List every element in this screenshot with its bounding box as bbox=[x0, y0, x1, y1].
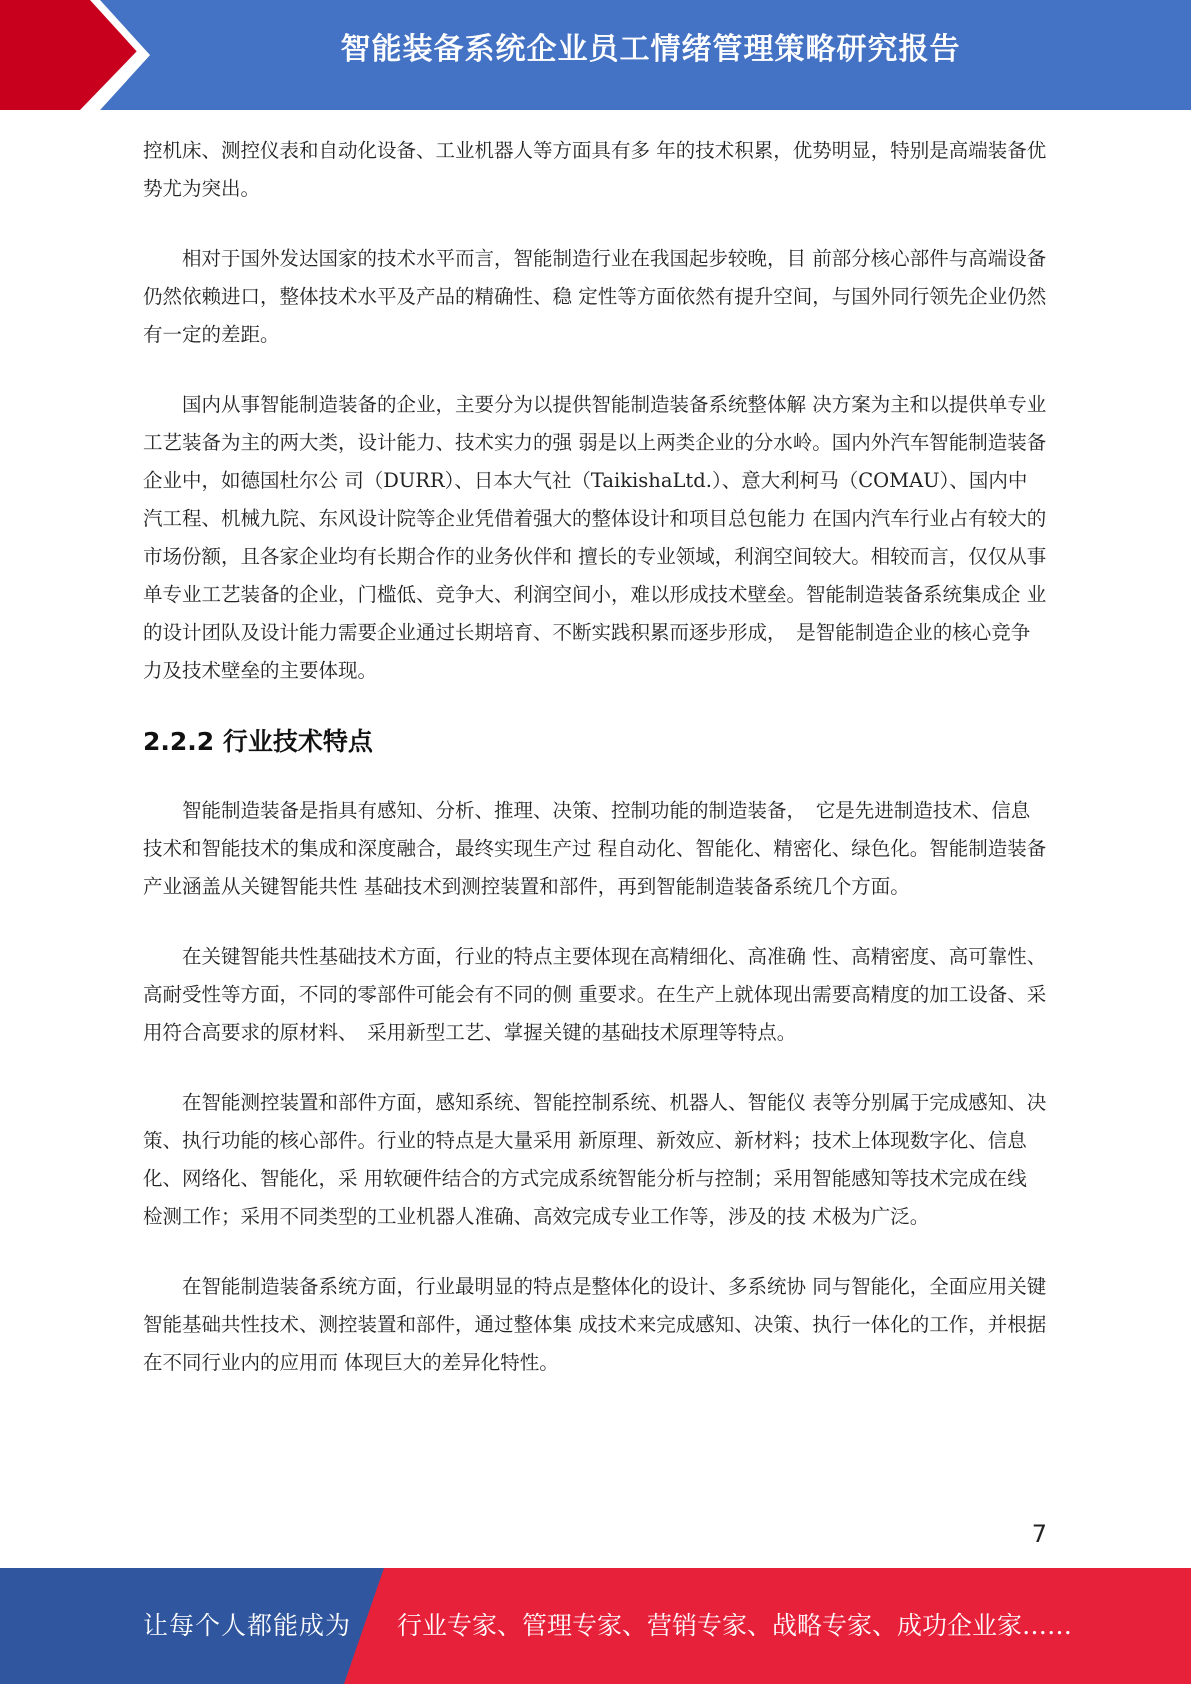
footer-slogan-right: 行业专家、管理专家、营销专家、战略专家、成功企业家…… bbox=[397, 1611, 1073, 1640]
page-footer bbox=[0, 1568, 1191, 1684]
page-header bbox=[0, 0, 1191, 110]
paragraph-continuation: 控机床、测控仪表和自动化设备、工业机器人等方面具有多 年的技术积累，优势明显，特别是高端装备优势尤为突出。 bbox=[143, 139, 1047, 200]
document-body bbox=[143, 132, 1048, 1414]
paragraph-domestic-enterprises: 国内从事智能制造装备的企业，主要分为以提供智能制造装备系统整体解 决方案为主和以提供单专业工艺装备为主的两大类，设计能力、技术实力的强 弱是以上两类企业的分水岭。国内外汽车智能制造装备企业中，如德国杜尔公 司（DURR）、日本大气社（TaikishaLtd.）、意大利柯马（COMAU）、国内中 汽工程、机械九院、东风设计院等企业凭借着强大的整体设计和项目总包能力 在国内汽车行业占有较大的市场份额，且各家企业均有长期合作的业务伙伴和 擅长的专业领域，利润空间较大。相较而言，仅仅从事单专业工艺装备的企业，门槛低、竞争大、利润空间小，难以形成技术壁垒。智能制造装备系统集成企 业的设计团队及设计能力需要企业通过长期培育、不断实践积累而逐步形成， 是智能制造企业的核心竞争力及技术壁垒的主要体现。 bbox=[143, 393, 1047, 682]
footer-slogan-left: 让每个人都能成为 bbox=[143, 1611, 352, 1640]
section-heading: 2.2.2 行业技术特点 bbox=[143, 727, 373, 756]
page-number: 7 bbox=[1031, 1520, 1047, 1548]
header-title: 智能装备系统企业员工情绪管理策略研究报告 bbox=[340, 32, 961, 67]
paragraph-equipment-definition: 智能制造装备是指具有感知、分析、推理、决策、控制功能的制造装备， 它是先进制造技术、信息技术和智能技术的集成和深度融合，最终实现生产过 程自动化、智能化、精密化、绿色化。智能制造装备产业涵盖从关键智能共性 基础技术到测控装置和部件，再到智能制造装备系统几个方面。 bbox=[143, 799, 1047, 898]
paragraph-measurement-control: 在智能测控装置和部件方面，感知系统、智能控制系统、机器人、智能仪 表等分别属于完成感知、决策、执行功能的核心部件。行业的特点是大量采用 新原理、新效应、新材料；技术上体现数字化、信息化、网络化、智能化，采 用软硬件结合的方式完成系统智能分析与控制；采用智能感知等技术完成在线 检测工作；采用不同类型的工业机器人准确、高效完成专业工作等，涉及的技 术极为广泛。 bbox=[143, 1091, 1047, 1228]
paragraph-core-technology: 在关键智能共性基础技术方面，行业的特点主要体现在高精细化、高准确 性、高精密度、高可靠性、高耐受性等方面，不同的零部件可能会有不同的侧 重要求。在生产上就体现出需要高精度的加工设备、采用符合高要求的原材料、 采用新型工艺、掌握关键的基础技术原理等特点。 bbox=[143, 945, 1047, 1044]
paragraph-domestic-gap: 相对于国外发达国家的技术水平而言，智能制造行业在我国起步较晚，目 前部分核心部件与高端设备仍然依赖进口，整体技术水平及产品的精确性、稳 定性等方面依然有提升空间，与国外同行领先企业仍然有一定的差距。 bbox=[143, 247, 1047, 346]
paragraph-system-integration: 在智能制造装备系统方面，行业最明显的特点是整体化的设计、多系统协 同与智能化，全面应用关键智能基础共性技术、测控装置和部件，通过整体集 成技术来完成感知、决策、执行一体化的工作，并根据在不同行业内的应用而 体现巨大的差异化特性。 bbox=[143, 1275, 1047, 1374]
